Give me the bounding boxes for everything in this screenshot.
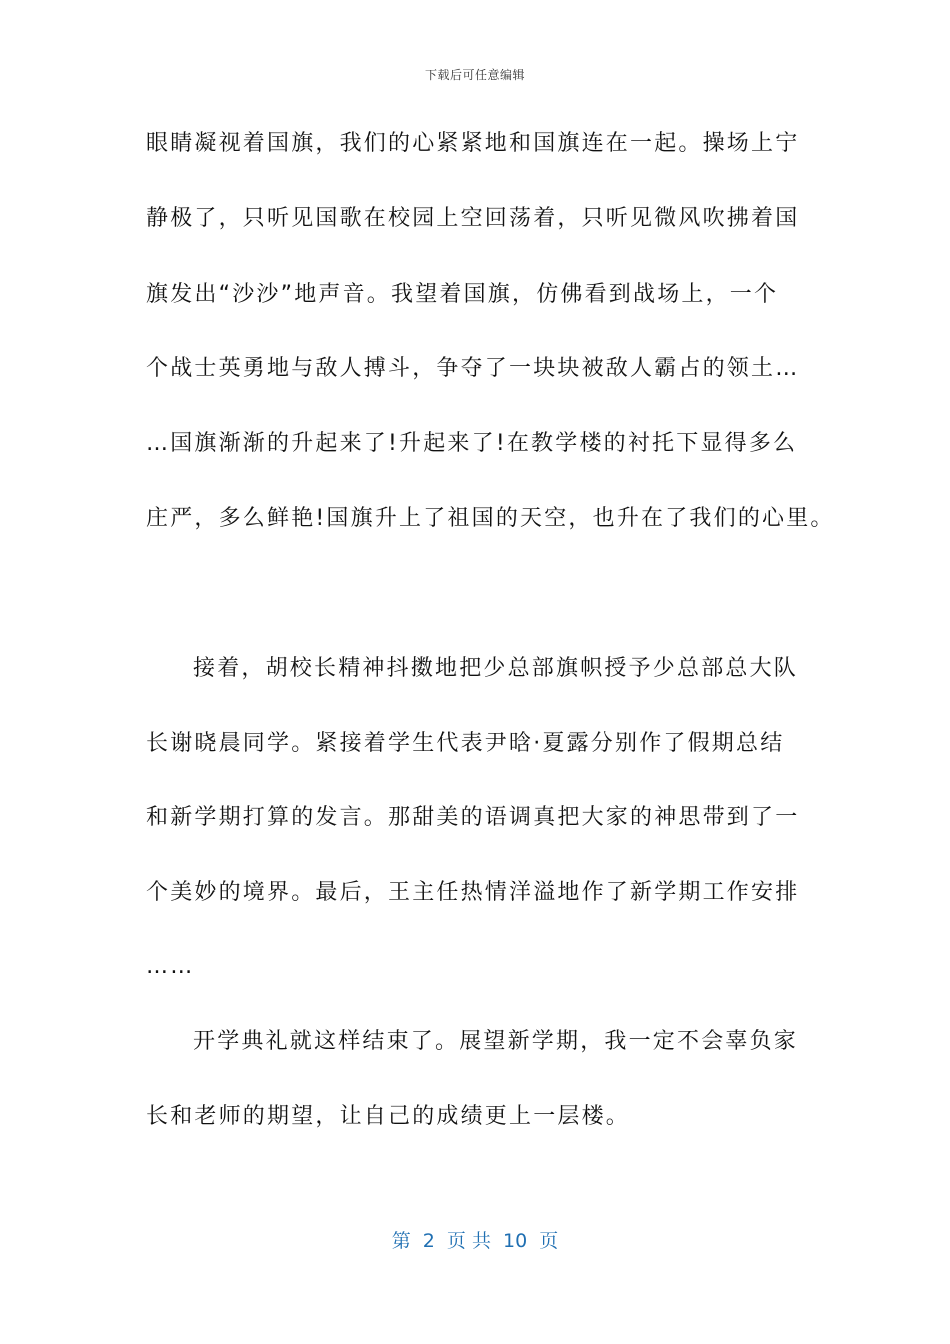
body-line: 长和老师的期望，让自己的成绩更上一层楼。 bbox=[146, 1104, 631, 1129]
header-note: 下载后可任意编辑 bbox=[424, 68, 525, 82]
body-line: 个战士英勇地与敌人搏斗，争夺了一块块被敌人霸占的领土… bbox=[146, 356, 800, 381]
body-line: …… bbox=[146, 954, 195, 979]
body-line: 眼睛凝视着国旗，我们的心紧紧地和国旗连在一起。操场上宁 bbox=[146, 131, 800, 156]
body-line: 开学典礼就这样结束了。展望新学期，我一定不会辜负家 bbox=[193, 1029, 799, 1054]
body-line: 旗发出“沙沙”地声音。我望着国旗，仿佛看到战场上，一个 bbox=[146, 282, 779, 307]
page-number: 第 2 页 共 10 页 bbox=[391, 1230, 559, 1252]
body-line: 长谢晓晨同学。紧接着学生代表尹晗·夏露分别作了假期总结 bbox=[146, 731, 785, 756]
body-line: 静极了，只听见国歌在校园上空回荡着，只听见微风吹拂着国 bbox=[146, 206, 800, 231]
body-line: 接着，胡校长精神抖擞地把少总部旗帜授予少总部总大队 bbox=[193, 656, 799, 681]
body-line: …国旗渐渐的升起来了!升起来了!在教学楼的衬托下显得多么 bbox=[146, 431, 798, 456]
body-line: 庄严，多么鲜艳!国旗升上了祖国的天空，也升在了我们的心里。 bbox=[146, 506, 835, 531]
body-line: 个美妙的境界。最后，王主任热情洋溢地作了新学期工作安排 bbox=[146, 880, 800, 905]
body-line: 和新学期打算的发言。那甜美的语调真把大家的神思带到了一 bbox=[146, 805, 800, 830]
